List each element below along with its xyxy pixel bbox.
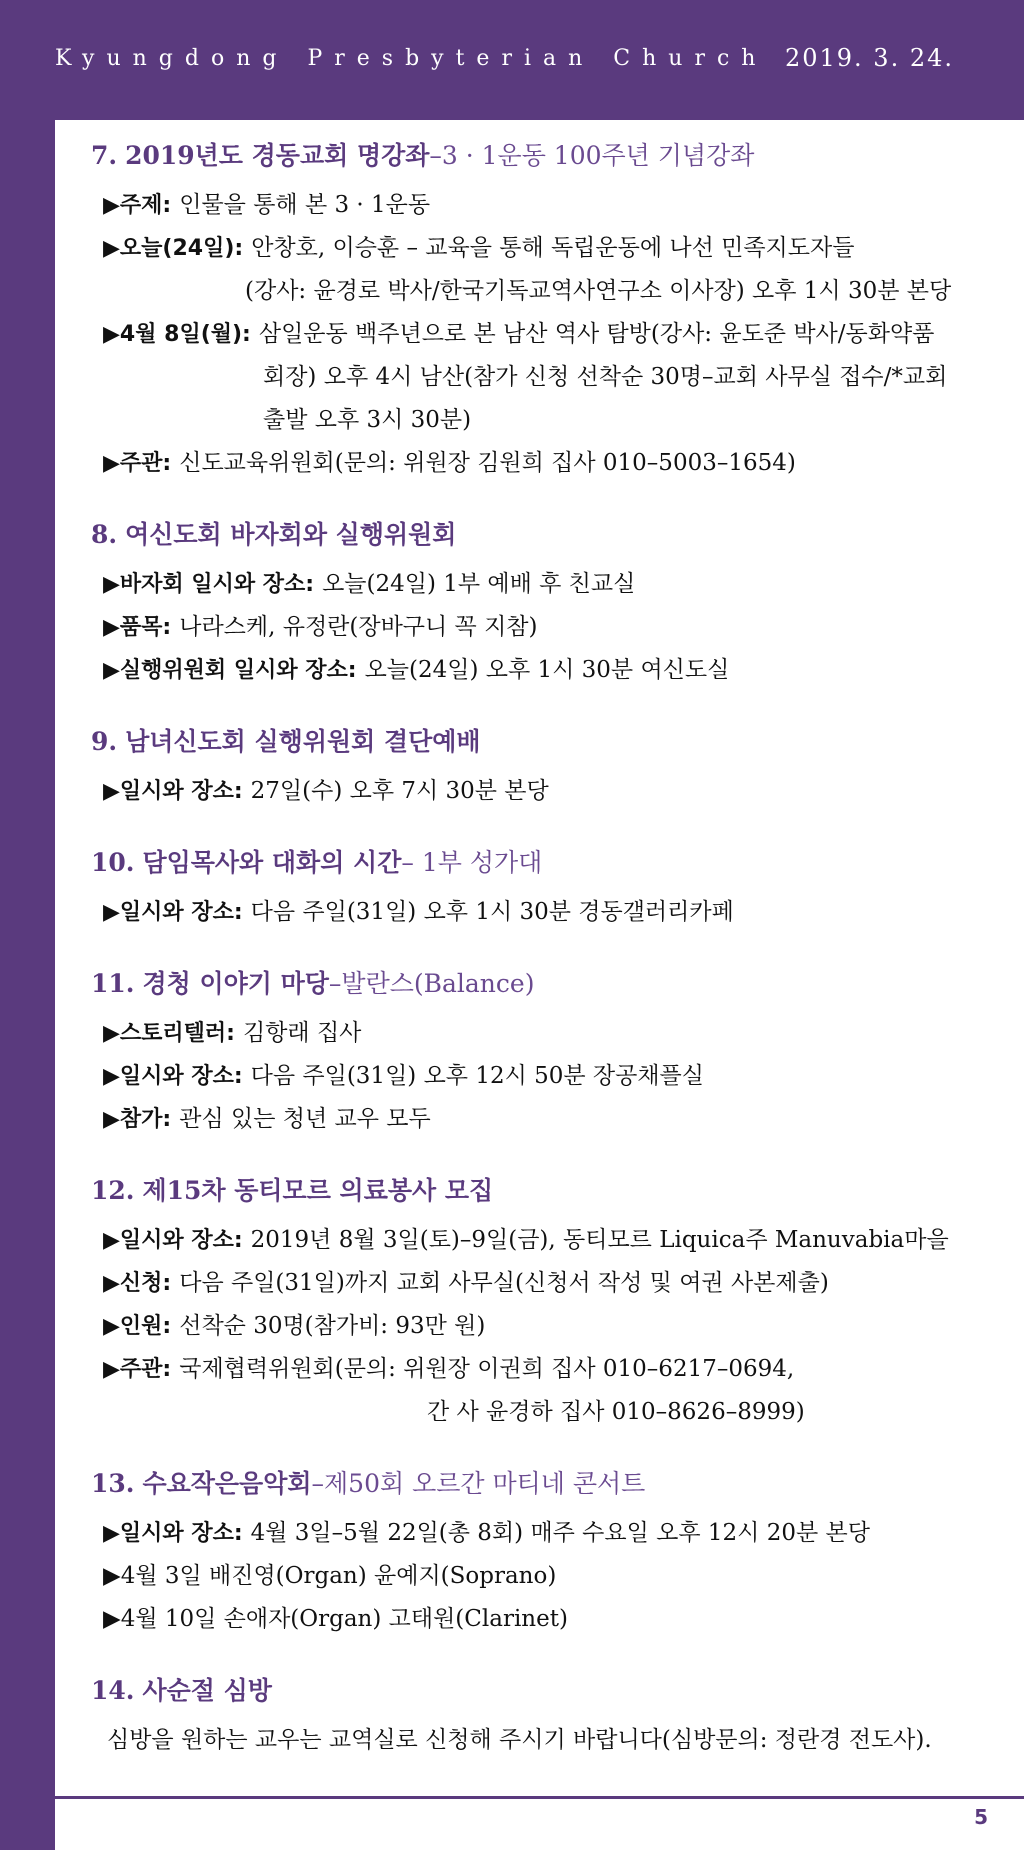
church-name: Kyungdong Presbyterian Church <box>55 46 768 71</box>
section-8 <box>55 513 1024 692</box>
apply-item: ▶신청: 다음 주일(31일)까지 교회 사무실(신청서 작성 및 여권 사본제출) <box>103 1270 829 1296</box>
host-item-cont: 간 사 윤경하 집사 010–8626–8999) <box>427 1399 805 1425</box>
topic-item: ▶주제: 인물을 통해 본 3 · 1운동 <box>103 192 431 218</box>
section-title: 14. 사순절 심방 <box>91 1676 272 1705</box>
left-margin-bar <box>0 0 55 1850</box>
exec-item: ▶실행위원회 일시와 장소: 오늘(24일) 오후 1시 30분 여신도실 <box>103 657 730 683</box>
footer-divider <box>55 1796 1024 1799</box>
apr8-item-cont: 출발 오후 3시 30분) <box>263 407 472 433</box>
section-9 <box>55 720 1024 813</box>
today-item-cont: (강사: 윤경로 박사/한국기독교역사연구소 이사장) 오후 1시 30분 본당 <box>245 278 952 304</box>
goods-item: ▶품목: 나라스케, 유정란(장바구니 꼭 지참) <box>103 614 538 640</box>
section-title: 7. 2019년도 경동교회 명강좌–3 · 1운동 100주년 기념강좌 <box>91 141 755 170</box>
section-7 <box>55 134 1024 485</box>
bulletin-date: 2019. 3. 24. <box>784 44 954 72</box>
when-item: ▶일시와 장소: 다음 주일(31일) 오후 1시 30분 경동갤러리카페 <box>103 899 734 925</box>
when-item: ▶일시와 장소: 27일(수) 오후 7시 30분 본당 <box>103 778 549 804</box>
section-10 <box>55 841 1024 934</box>
section-title: 10. 담임목사와 대화의 시간– 1부 성가대 <box>91 848 543 877</box>
host-item: ▶주관: 국제협력위원회(문의: 위원장 이권희 집사 010–6217–0694, <box>103 1356 795 1382</box>
section-13 <box>55 1462 1024 1641</box>
when-item: ▶일시와 장소: 4월 3일–5월 22일(총 8회) 매주 수요일 오후 12시 20분 본당 <box>103 1520 870 1546</box>
storyteller-item: ▶스토리텔러: 김항래 집사 <box>103 1020 362 1046</box>
section-12 <box>55 1169 1024 1434</box>
bazaar-item: ▶바자회 일시와 장소: 오늘(24일) 1부 예배 후 친교실 <box>103 571 636 597</box>
when-item: ▶일시와 장소: 2019년 8월 3일(토)–9일(금), 동티모르 Liquica주 Manuvabia마을 <box>103 1227 949 1253</box>
program-line: ▶4월 10일 손애자(Organ) 고태원(Clarinet) <box>103 1606 568 1632</box>
apr8-item: ▶4월 8일(월): 삼일운동 백주년으로 본 남산 역사 탐방(강사: 윤도준 박사/동화약품 <box>103 321 935 347</box>
host-item: ▶주관: 신도교육위원회(문의: 위원장 김원희 집사 010–5003–1654) <box>103 450 796 476</box>
participants-item: ▶참가: 관심 있는 청년 교우 모두 <box>103 1106 431 1132</box>
section-title: 13. 수요작은음악회–제50회 오르간 마티네 콘서트 <box>91 1469 646 1498</box>
visitation-text: 심방을 원하는 교우는 교역실로 신청해 주시기 바랍니다(심방문의: 정란경 전도사). <box>107 1727 932 1753</box>
announcements <box>55 120 1024 1790</box>
apr8-item-cont: 회장) 오후 4시 남산(참가 신청 선착순 30명–교회 사무실 접수/*교회 <box>263 364 948 390</box>
section-title: 11. 경청 이야기 마당–발란스(Balance) <box>91 969 535 998</box>
section-title: 8. 여신도회 바자회와 실행위원회 <box>91 520 457 549</box>
people-item: ▶인원: 선착순 30명(참가비: 93만 원) <box>103 1313 486 1339</box>
page-number: 5 <box>974 1805 988 1829</box>
program-line: ▶4월 3일 배진영(Organ) 윤예지(Soprano) <box>103 1563 557 1589</box>
section-title: 9. 남녀신도회 실행위원회 결단예배 <box>91 727 481 756</box>
today-item: ▶오늘(24일): 안창호, 이승훈 – 교육을 통해 독립운동에 나선 민족지도자들 <box>103 235 855 261</box>
section-11 <box>55 962 1024 1141</box>
section-title: 12. 제15차 동티모르 의료봉사 모집 <box>91 1176 494 1205</box>
when-item: ▶일시와 장소: 다음 주일(31일) 오후 12시 50분 장공채플실 <box>103 1063 704 1089</box>
section-14 <box>55 1669 1024 1762</box>
